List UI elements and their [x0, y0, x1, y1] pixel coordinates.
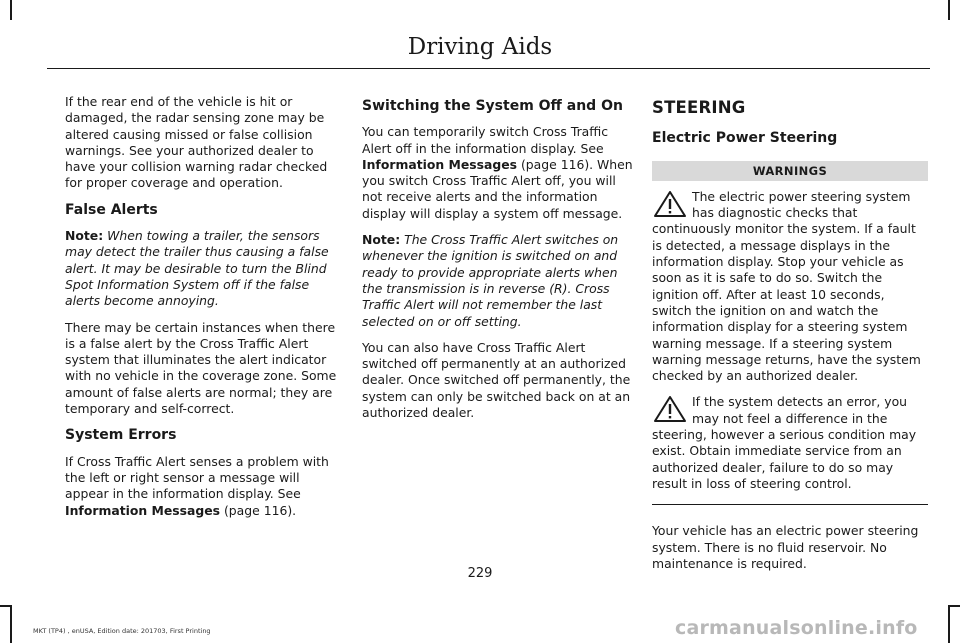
warning-text: If the system detects an error, you may not feel a difference in the steering, however a serious condition may exist. Obtain immediate service from an authorized dealer, failure to do so may result in loss of steering control. — [652, 394, 917, 491]
note-label: Note: — [65, 228, 104, 244]
warnings-end-divider — [652, 504, 928, 505]
note-cross-traffic — [362, 232, 636, 330]
footer-edition: MKT (TP4) , enUSA, Edition date: 201703, First Printing — [33, 627, 211, 635]
crop-mark-bottom-left-v — [10, 605, 12, 643]
text-segment: You can temporarily switch Cross Traffic Alert off in the information display. See — [362, 124, 609, 156]
paragraph-switch-off — [362, 124, 636, 222]
heading-system-errors: System Errors — [65, 427, 177, 444]
crop-mark-bottom-left-h — [0, 605, 12, 607]
note-text: When towing a trailer, the sensors may detect the trailer thus causing a false alert. It may be desirable to turn the Blind Spot Information System off if the false alerts become annoying. — [65, 228, 329, 309]
page-title: Driving Aids — [407, 34, 553, 60]
text-segment: If Cross Traffic Alert senses a problem with the left or right sensor a message will appear in the information display. See — [65, 453, 329, 502]
warning-triangle-icon — [652, 189, 688, 219]
crop-mark-top-right-v — [948, 0, 950, 20]
crop-mark-bottom-right-h — [948, 605, 960, 607]
warning-item — [652, 189, 928, 385]
column-left — [65, 94, 339, 529]
link-information-messages[interactable]: Information Messages — [362, 156, 518, 172]
paragraph-radar-damage: If the rear end of the vehicle is hit or damaged, the radar sensing zone may be altered causing missed or false collision warnings. See your authorized dealer to have your collision warning radar checked for proper coverage and operation. — [65, 94, 328, 191]
crop-mark-bottom-right-v — [948, 605, 950, 643]
warning-triangle-icon — [652, 394, 688, 424]
paragraph-no-maintenance: Your vehicle has an electric power steering system. There is no fluid reservoir. No maintenance is required. — [652, 523, 919, 571]
heading-electric-power-steering: Electric Power Steering — [652, 130, 838, 147]
note-label: Note: — [362, 232, 401, 248]
warnings-banner: WARNINGS — [652, 161, 928, 181]
warning-text: The electric power steering system has diagnostic checks that continuously monitor the system. If a fault is detected, a message displays in the information display. Stop your vehicle as soon as it is safe to do so. Switch the ignition off. After at least 10 seconds, switch the ignition on and watch the information display for a steering system warning message. If a steering system warning message returns, have the system checked by an authorized dealer. — [652, 188, 921, 384]
heading-switching-system: Switching the System Off and On — [362, 98, 623, 114]
column-right — [652, 94, 928, 582]
watermark: carmanualsonline.info — [675, 617, 918, 639]
text-segment: (page 116). — [220, 502, 297, 518]
link-information-messages[interactable]: Information Messages — [65, 502, 221, 518]
paragraph-false-alert-instances: There may be certain instances when there is a false alert by the Cross Traffic Alert system that illuminates the alert indicator with no vehicle in the coverage zone. Some amount of false alerts are normal; they are temporary and self-correct. — [65, 319, 337, 417]
paragraph-permanent-off: You can also have Cross Traffic Alert switched off permanently at an authorized dealer. Once switched off permanently, the system can only be switched back on at an authorized dealer. — [362, 339, 631, 421]
column-middle — [362, 94, 636, 431]
crop-mark-top-left-v — [10, 0, 12, 20]
note-text: The Cross Traffic Alert switches on whenever the ignition is switched on and ready to provide appropriate alerts when the transmission is in reverse (R). Cross Traffic Alert will not remember the last selected on or off setting. — [362, 232, 619, 329]
heading-false-alerts: False Alerts — [65, 201, 158, 218]
warning-item — [652, 394, 928, 492]
note-false-alerts — [65, 228, 339, 309]
heading-steering: STEERING — [652, 98, 746, 117]
paragraph-system-errors — [65, 454, 339, 519]
header-divider — [47, 68, 930, 69]
text-segment: (page 116). When you switch Cross Traffic Alert off, you will not receive alerts and the information display will display a system off message. — [362, 156, 633, 221]
page-number: 229 — [467, 566, 493, 581]
